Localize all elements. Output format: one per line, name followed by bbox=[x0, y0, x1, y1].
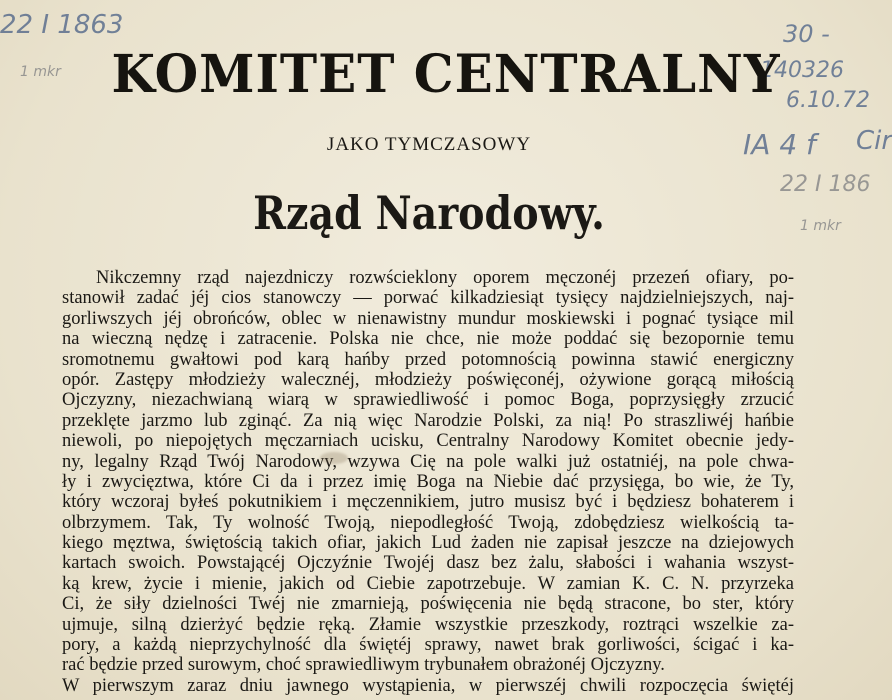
text-line: ny, legalny Rząd Twój Narodowy, wzywa Cię na pole walki już ostatniéj, na pole chwa- bbox=[62, 451, 794, 472]
text-line: kiego męztwa, świętością takich ofiar, jakich Lud żaden nie zapisał jeszcze na dziejowych bbox=[62, 533, 794, 554]
document-subtitle: JAKO TYMCZASOWY bbox=[326, 134, 532, 155]
text-line: pory, a każdą nieprzychylność dla świętéj sprawy, nawet brak gorliwości, ścigać i ka- bbox=[62, 635, 794, 656]
document-title: KOMITET CENTRALNY bbox=[111, 42, 781, 105]
proclamation-body bbox=[62, 268, 794, 696]
pencil-note-right: 1 mkr bbox=[800, 218, 841, 234]
text-line: na wieczną nędzę i zatracenie. Polska nie chce, nie może poddać się bezopornie temu bbox=[62, 329, 794, 350]
pencil-date-right: 22 I 186 bbox=[780, 172, 871, 197]
text-line: Nikczemny rząd najezdniczy rozwścieklony oporem męczonéj przezeń ofiary, po- bbox=[96, 268, 794, 288]
handwritten-signature-code: IA 4 f bbox=[743, 128, 816, 161]
text-line: olbrzymem. Tak, Ty wolność Twoją, niepodległość Twoją, zdobędziesz wielkością ta- bbox=[62, 512, 794, 533]
document-heading: Rząd Narodowy. bbox=[253, 186, 605, 240]
handwritten-date-left: 22 I 1863 bbox=[0, 10, 124, 40]
text-line: gorliwszych jéj obrońców, oblec w nienawistny mundur moskiewski i pognać tysiące mil bbox=[62, 308, 794, 329]
paper-stain bbox=[320, 452, 348, 464]
handwritten-date-right: 6.10.72 bbox=[786, 88, 870, 113]
handwritten-inventory-number: 140326 bbox=[760, 58, 844, 83]
text-line: przeklęte jarzmo lub zginąć. Za nią więc Narodzie Polski, za nią! Po straszliwéj hańbie bbox=[62, 410, 794, 431]
text-line: kartach swoich. Powstającéj Ojczyźnie Twojéj dasz bez żalu, słabości i wahania wszyst- bbox=[62, 553, 794, 574]
text-line: rać będzie przed surowym, choć sprawiedliwym trybunałem obrażonéj Ojczyzny. bbox=[62, 655, 665, 676]
text-line: Ci, że siły dzielności Twéj nie zmarnieją, poświęcenia nie będą stracone, bo ster, który bbox=[62, 594, 794, 615]
text-line: niewoli, po niepojętych męczarniach ucisku, Centralny Narodowy Komitet obecnie jedy- bbox=[62, 431, 794, 452]
text-line: stanowił zadać jéj cios stanowczy — porwać kilkadziesiąt tysięcy najdzielniejszych, naj- bbox=[62, 288, 794, 309]
handwritten-number-right: 30 - bbox=[783, 20, 830, 48]
handwritten-note-edge: Cir bbox=[856, 126, 892, 156]
text-line: opór. Zastępy młodzieży walecznéj, młodzieży poświęconéj, ożywione gorącą miłością bbox=[62, 369, 794, 390]
text-line: ką krew, życie i mienie, jakich od Ciebie zapotrzebuje. W zamian K. C. N. przyrzeka bbox=[62, 573, 794, 594]
pencil-note-left: 1 mkr bbox=[20, 64, 61, 80]
text-line: W pierwszym zaraz dniu jawnego wystąpienia, w pierwszéj chwili rozpoczęcia świętéj bbox=[62, 675, 794, 696]
text-line: sromotnemu gwałtowi pod karą hańby przed potomnością powinna stawić energiczny bbox=[62, 349, 794, 370]
text-line: który wczoraj byłeś pokutnikiem i męczennikiem, jutro musisz być i będziesz bohaterem i bbox=[62, 492, 794, 513]
text-line: ujmuje, silną dzierżyć będzie ręką. Złamie wszystkie przeszkody, roztrąci wszelkie za- bbox=[62, 614, 794, 635]
text-line: Ojczyzny, niezachwianą wiarą w sprawiedliwość i pomoc Boga, poprzysięgły zrzucić bbox=[62, 390, 794, 411]
text-line: ły i zwycięztwa, które Ci da i przez imię Boga na Niebie dać przysięga, bo wie, że Ty, bbox=[62, 471, 794, 492]
